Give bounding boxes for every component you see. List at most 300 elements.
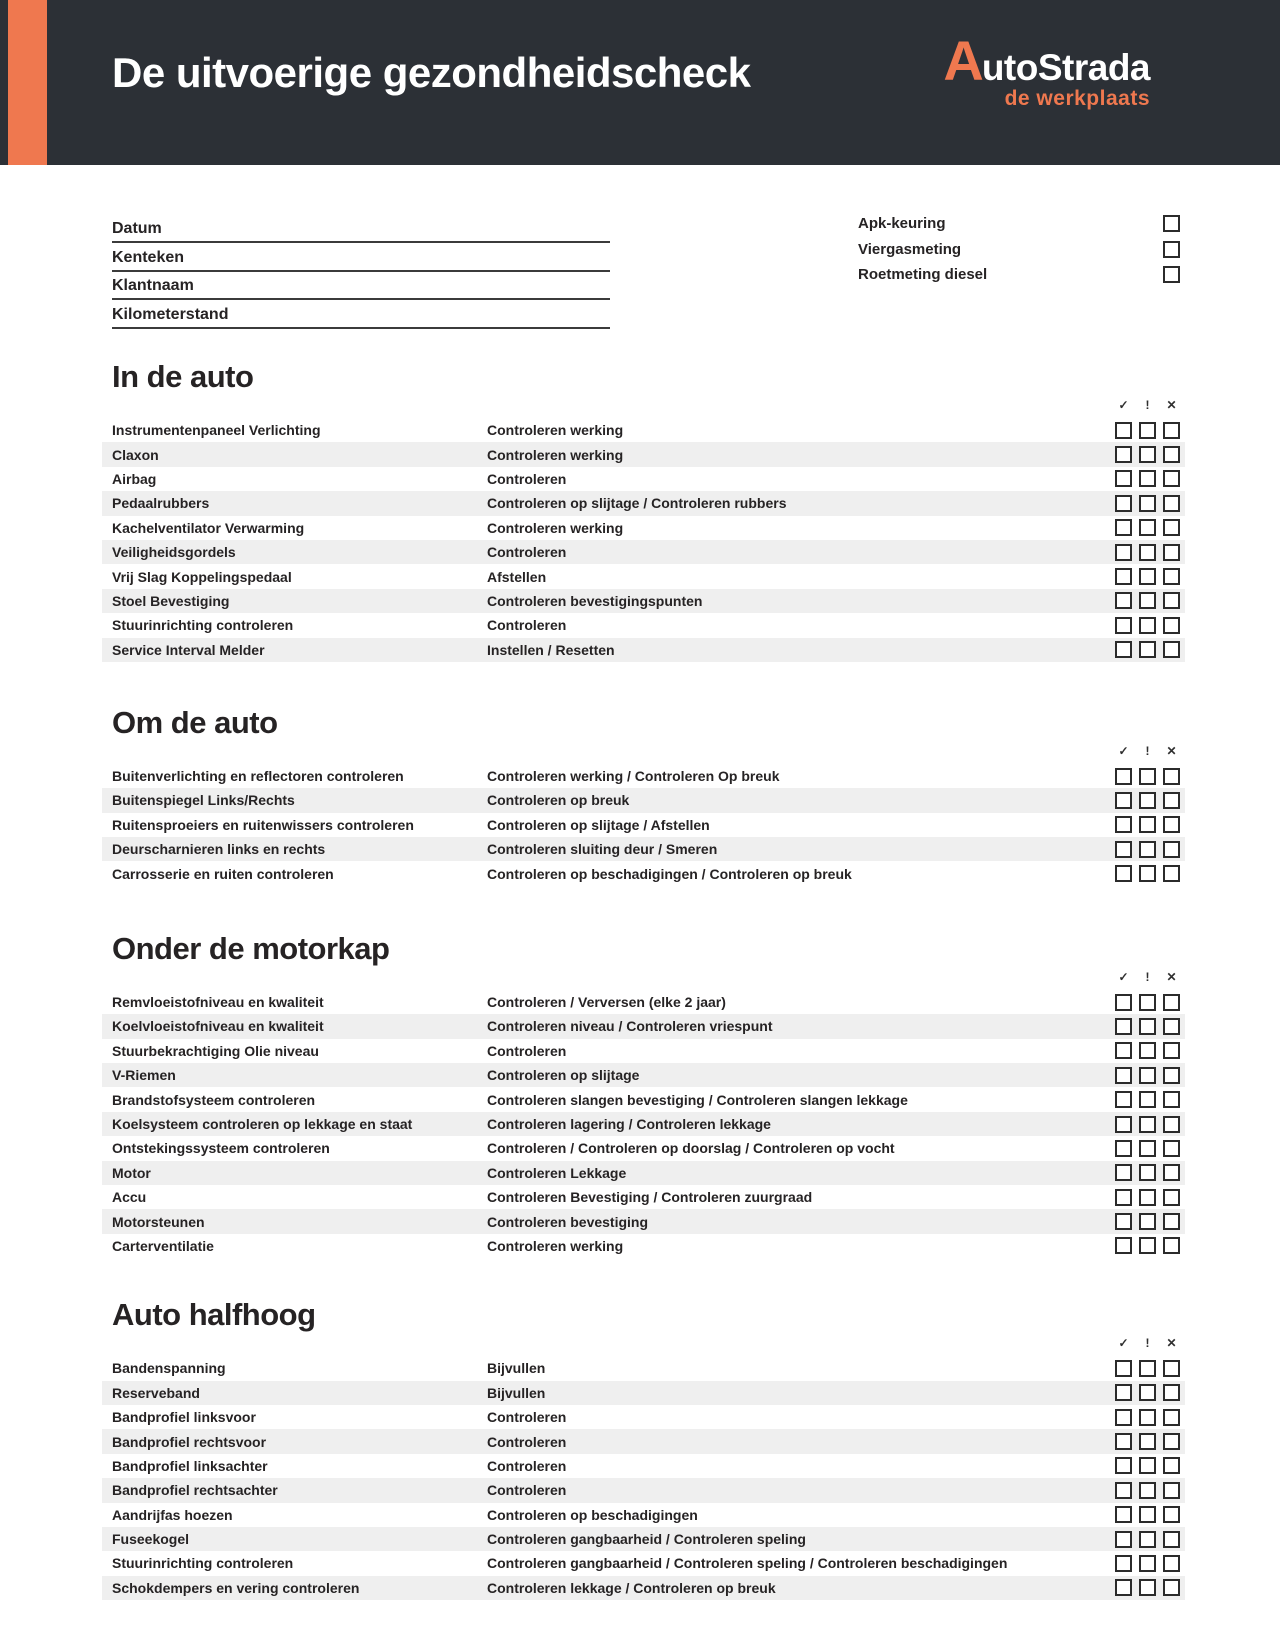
fail-checkbox[interactable] [1163, 422, 1180, 439]
row-item-label: Bandprofiel rechtsvoor [112, 1433, 267, 1450]
table-row [102, 467, 1185, 491]
table-row [102, 1063, 1185, 1087]
table-row [102, 540, 1185, 564]
row-item-label: Buitenspiegel Links/Rechts [112, 792, 295, 809]
fail-checkbox[interactable] [1163, 1482, 1180, 1499]
row-item-label: Carrosserie en ruiten controleren [112, 865, 334, 882]
ok-checkbox[interactable] [1115, 1360, 1132, 1377]
row-checkboxes [1115, 1091, 1180, 1108]
row-checkboxes [1115, 1555, 1180, 1572]
row-action-label: Controleren [487, 1409, 567, 1426]
fail-checkbox[interactable] [1163, 495, 1180, 512]
field-kenteken[interactable] [112, 243, 610, 271]
ok-checkbox[interactable] [1115, 792, 1132, 809]
row-action-label: Bijvullen [487, 1360, 546, 1377]
table-row [102, 638, 1185, 662]
fail-checkbox[interactable] [1163, 1116, 1180, 1133]
row-item-label: Carterventilatie [112, 1237, 214, 1254]
ok-checkbox[interactable] [1115, 865, 1132, 882]
fail-checkbox[interactable] [1163, 519, 1180, 536]
ok-checkbox[interactable] [1115, 1531, 1132, 1548]
ok-checkbox[interactable] [1115, 519, 1132, 536]
extra-check-label: Apk-keuring [858, 215, 946, 233]
row-item-label: Accu [112, 1189, 147, 1206]
fail-checkbox[interactable] [1163, 1531, 1180, 1548]
row-item-label: Schokdempers en vering controleren [112, 1579, 360, 1596]
row-checkboxes [1115, 495, 1180, 512]
row-action-label: Controleren bevestigingspunten [487, 592, 703, 609]
table-row [102, 1478, 1185, 1502]
section-auto-halfhoog [102, 1298, 1185, 1600]
table-row [102, 1136, 1185, 1160]
ok-checkbox[interactable] [1115, 1555, 1132, 1572]
warn-checkbox[interactable] [1139, 1433, 1156, 1450]
row-checkboxes [1115, 1457, 1180, 1474]
fail-checkbox[interactable] [1163, 617, 1180, 634]
table-row [102, 1527, 1185, 1551]
row-item-label: Stuurinrichting controleren [112, 1555, 294, 1572]
row-action-label: Controleren niveau / Controleren vriespunt [487, 1018, 773, 1035]
warn-checkbox[interactable] [1139, 592, 1156, 609]
table-row [102, 1381, 1185, 1405]
extra-check-label: Roetmeting diesel [858, 266, 988, 284]
ok-checkbox[interactable] [1115, 1506, 1132, 1523]
table-row [102, 589, 1185, 613]
check-icon: ✓ [1118, 1336, 1129, 1351]
document-header [0, 0, 1280, 165]
row-action-label: Controleren op slijtage / Controleren rubbers [487, 495, 787, 512]
table-row [102, 442, 1185, 466]
section-onder-de-motorkap [102, 932, 1185, 1258]
extra-check-label: Viergasmeting [858, 240, 962, 258]
section-title: Auto halfhoog [112, 1297, 316, 1333]
row-item-label: Claxon [112, 446, 159, 463]
row-action-label: Controleren sluiting deur / Smeren [487, 841, 718, 858]
fail-checkbox[interactable] [1163, 792, 1180, 809]
row-action-label: Afstellen [487, 568, 547, 585]
ok-checkbox[interactable] [1115, 1067, 1132, 1084]
fail-checkbox[interactable] [1163, 865, 1180, 882]
row-checkboxes [1115, 1189, 1180, 1206]
row-checkboxes [1115, 1164, 1180, 1181]
warn-checkbox[interactable] [1139, 792, 1156, 809]
warn-checkbox[interactable] [1139, 994, 1156, 1011]
warn-checkbox[interactable] [1139, 495, 1156, 512]
table-row [102, 990, 1185, 1014]
fail-checkbox[interactable] [1163, 1384, 1180, 1401]
row-item-label: Veiligheidsgordels [112, 544, 236, 561]
section-rows [102, 990, 1185, 1258]
exclamation-icon: ! [1145, 969, 1150, 984]
table-row [102, 516, 1185, 540]
ok-checkbox[interactable] [1115, 994, 1132, 1011]
row-checkboxes [1115, 470, 1180, 487]
table-row [102, 564, 1185, 588]
logo-text: utoStrada [981, 47, 1150, 88]
logo-subtitle: de werkplaats [1004, 87, 1150, 111]
ok-checkbox[interactable] [1115, 1189, 1132, 1206]
fail-checkbox[interactable] [1163, 1067, 1180, 1084]
table-row [102, 1039, 1185, 1063]
warn-checkbox[interactable] [1139, 1067, 1156, 1084]
extra-check-viergasmeting [858, 237, 1180, 263]
table-row [102, 861, 1185, 885]
warn-checkbox[interactable] [1139, 568, 1156, 585]
row-action-label: Controleren [487, 1042, 567, 1059]
field-klantnaam[interactable] [112, 272, 610, 300]
warn-checkbox[interactable] [1139, 1579, 1156, 1596]
fail-checkbox[interactable] [1163, 1189, 1180, 1206]
ok-checkbox[interactable] [1115, 841, 1132, 858]
ok-checkbox[interactable] [1115, 422, 1132, 439]
sections-container [0, 360, 1280, 1600]
row-item-label: Koelsysteem controleren op lekkage en staat [112, 1116, 413, 1132]
fail-checkbox[interactable] [1163, 1409, 1180, 1426]
row-item-label: Bandprofiel linksvoor [112, 1409, 256, 1426]
row-checkboxes [1115, 1042, 1180, 1059]
row-checkboxes [1115, 592, 1180, 609]
status-column-icons [102, 744, 1185, 758]
row-checkboxes [1115, 841, 1180, 858]
row-item-label: Buitenverlichting en reflectoren controleren [112, 768, 404, 785]
warn-checkbox[interactable] [1139, 1164, 1156, 1181]
row-item-label: Pedaalrubbers [112, 495, 210, 512]
fail-checkbox[interactable] [1163, 1042, 1180, 1059]
table-row [102, 764, 1185, 788]
row-item-label: Service Interval Melder [112, 641, 265, 658]
row-item-label: Ontstekingssysteem controleren [112, 1140, 330, 1157]
ok-checkbox[interactable] [1115, 617, 1132, 634]
warn-checkbox[interactable] [1139, 1116, 1156, 1133]
row-checkboxes [1115, 1531, 1180, 1548]
row-checkboxes [1115, 1213, 1180, 1230]
row-item-label: Bandprofiel linksachter [112, 1457, 268, 1474]
table-row [102, 788, 1185, 812]
row-checkboxes [1115, 792, 1180, 809]
field-label: Kilometerstand [112, 305, 229, 323]
field-label: Kenteken [112, 248, 185, 266]
ok-checkbox[interactable] [1115, 768, 1132, 785]
row-action-label: Controleren slangen bevestiging / Controleren slangen lekkage [487, 1091, 908, 1108]
autostrada-logo [943, 29, 1150, 111]
ok-checkbox[interactable] [1115, 641, 1132, 658]
row-item-label: Stuurbekrachtiging Olie niveau [112, 1042, 319, 1059]
row-item-label: Koelvloeistofniveau en kwaliteit [112, 1018, 324, 1035]
table-row [102, 1405, 1185, 1429]
row-action-label: Controleren op beschadigingen [487, 1506, 698, 1523]
row-action-label: Controleren werking / Controleren Op breuk [487, 768, 780, 785]
section-title: In de auto [112, 359, 254, 394]
warn-checkbox[interactable] [1139, 1360, 1156, 1377]
row-action-label: Controleren lagering / Controleren lekkage [487, 1116, 771, 1132]
ok-checkbox[interactable] [1115, 446, 1132, 463]
field-datum[interactable] [112, 215, 610, 243]
row-action-label: Controleren [487, 617, 567, 634]
row-checkboxes [1115, 1409, 1180, 1426]
row-checkboxes [1115, 1116, 1180, 1133]
section-om-de-auto [102, 706, 1185, 886]
row-item-label: Airbag [112, 470, 157, 487]
warn-checkbox[interactable] [1139, 1042, 1156, 1059]
ok-checkbox[interactable] [1115, 1384, 1132, 1401]
table-row [102, 1454, 1185, 1478]
row-action-label: Controleren werking [487, 1237, 624, 1254]
table-row [102, 1112, 1185, 1136]
fail-checkbox[interactable] [1163, 544, 1180, 561]
warn-checkbox[interactable] [1139, 1506, 1156, 1523]
fail-checkbox[interactable] [1163, 1237, 1180, 1254]
row-item-label: Fuseekogel [112, 1531, 190, 1548]
table-row [102, 813, 1185, 837]
warn-checkbox[interactable] [1139, 1482, 1156, 1499]
ok-checkbox[interactable] [1115, 1482, 1132, 1499]
fail-checkbox[interactable] [1163, 568, 1180, 585]
table-row [102, 1209, 1185, 1233]
cross-icon: ✕ [1166, 969, 1177, 984]
row-item-label: Instrumentenpaneel Verlichting [112, 422, 321, 439]
row-checkboxes [1115, 617, 1180, 634]
field-kilometerstand[interactable] [112, 300, 610, 328]
table-row [102, 837, 1185, 861]
cross-icon: ✕ [1166, 398, 1177, 412]
logo-accent-letter: A [943, 29, 982, 92]
form-area [0, 165, 1280, 360]
row-action-label: Controleren / Verversen (elke 2 jaar) [487, 994, 726, 1011]
row-item-label: Aandrijfas hoezen [112, 1506, 233, 1523]
row-item-label: Stuurinrichting controleren [112, 617, 294, 634]
table-row [102, 1185, 1185, 1209]
fail-checkbox[interactable] [1163, 841, 1180, 858]
fail-checkbox[interactable] [1163, 1360, 1180, 1377]
accent-bar [8, 0, 47, 165]
row-action-label: Controleren op slijtage / Afstellen [487, 816, 710, 833]
row-action-label: Controleren bevestiging [487, 1213, 649, 1230]
row-checkboxes [1115, 1067, 1180, 1084]
section-rows [102, 764, 1185, 886]
row-action-label: Controleren gangbaarheid / Controleren speling / Controleren beschadigingen [487, 1555, 1008, 1572]
field-label: Datum [112, 220, 162, 238]
row-checkboxes [1115, 768, 1180, 785]
ok-checkbox[interactable] [1115, 1409, 1132, 1426]
warn-checkbox[interactable] [1139, 1213, 1156, 1230]
apk-keuring-checkbox[interactable] [1163, 215, 1180, 232]
row-checkboxes [1115, 1482, 1180, 1499]
row-checkboxes [1115, 422, 1180, 439]
row-action-label: Controleren lekkage / Controleren op breuk [487, 1579, 776, 1596]
fail-checkbox[interactable] [1163, 994, 1180, 1011]
warn-checkbox[interactable] [1139, 1531, 1156, 1548]
ok-checkbox[interactable] [1115, 470, 1132, 487]
ok-checkbox[interactable] [1115, 1116, 1132, 1133]
ok-checkbox[interactable] [1115, 1457, 1132, 1474]
row-action-label: Controleren op slijtage [487, 1067, 640, 1084]
ok-checkbox[interactable] [1115, 1433, 1132, 1450]
table-row [102, 1161, 1185, 1185]
fail-checkbox[interactable] [1163, 1091, 1180, 1108]
row-item-label: Bandprofiel rechtsachter [112, 1482, 278, 1499]
fail-checkbox[interactable] [1163, 1433, 1180, 1450]
fail-checkbox[interactable] [1163, 592, 1180, 609]
row-action-label: Controleren gangbaarheid / Controleren speling [487, 1531, 806, 1548]
ok-checkbox[interactable] [1115, 1213, 1132, 1230]
warn-checkbox[interactable] [1139, 1409, 1156, 1426]
fail-checkbox[interactable] [1163, 470, 1180, 487]
exclamation-icon: ! [1145, 743, 1150, 758]
exclamation-icon: ! [1145, 398, 1150, 412]
status-column-icons [102, 398, 1185, 412]
row-action-label: Controleren op breuk [487, 792, 630, 809]
row-action-label: Controleren werking [487, 446, 624, 463]
viergasmeting-checkbox[interactable] [1163, 241, 1180, 258]
fail-checkbox[interactable] [1163, 1018, 1180, 1035]
row-action-label: Controleren Lekkage [487, 1164, 627, 1181]
ok-checkbox[interactable] [1115, 816, 1132, 833]
ok-checkbox[interactable] [1115, 1140, 1132, 1157]
row-action-label: Controleren [487, 1433, 567, 1450]
row-item-label: V-Riemen [112, 1067, 176, 1084]
warn-checkbox[interactable] [1139, 446, 1156, 463]
ok-checkbox[interactable] [1115, 1164, 1132, 1181]
row-item-label: Vrij Slag Koppelingspedaal [112, 568, 292, 585]
row-action-label: Controleren / Controleren op doorslag / Controleren op vocht [487, 1140, 895, 1157]
extra-checks [858, 211, 1180, 288]
fail-checkbox[interactable] [1163, 641, 1180, 658]
field-label: Klantnaam [112, 277, 194, 295]
warn-checkbox[interactable] [1139, 816, 1156, 833]
exclamation-icon: ! [1145, 1336, 1150, 1351]
warn-checkbox[interactable] [1139, 768, 1156, 785]
table-row [102, 1234, 1185, 1258]
ok-checkbox[interactable] [1115, 1042, 1132, 1059]
warn-checkbox[interactable] [1139, 470, 1156, 487]
table-row [102, 491, 1185, 515]
section-title: Om de auto [112, 704, 278, 740]
fail-checkbox[interactable] [1163, 1140, 1180, 1157]
ok-checkbox[interactable] [1115, 1579, 1132, 1596]
ok-checkbox[interactable] [1115, 1237, 1132, 1254]
ok-checkbox[interactable] [1115, 592, 1132, 609]
row-item-label: Remvloeistofniveau en kwaliteit [112, 994, 324, 1011]
warn-checkbox[interactable] [1139, 1237, 1156, 1254]
row-checkboxes [1115, 1018, 1180, 1035]
row-checkboxes [1115, 1360, 1180, 1377]
row-action-label: Controleren Bevestiging / Controleren zuurgraad [487, 1189, 813, 1206]
status-column-icons [102, 1336, 1185, 1350]
table-row [102, 1551, 1185, 1575]
row-item-label: Brandstofsysteem controleren [112, 1091, 316, 1108]
fail-checkbox[interactable] [1163, 768, 1180, 785]
section-title: Onder de motorkap [112, 930, 390, 966]
row-item-label: Ruitensproeiers en ruitenwissers controleren [112, 816, 414, 833]
section-rows [102, 1356, 1185, 1600]
row-checkboxes [1115, 446, 1180, 463]
fail-checkbox[interactable] [1163, 1213, 1180, 1230]
warn-checkbox[interactable] [1139, 1018, 1156, 1035]
ok-checkbox[interactable] [1115, 568, 1132, 585]
row-checkboxes [1115, 544, 1180, 561]
row-checkboxes [1115, 994, 1180, 1011]
warn-checkbox[interactable] [1139, 1457, 1156, 1474]
row-checkboxes [1115, 816, 1180, 833]
fail-checkbox[interactable] [1163, 816, 1180, 833]
row-checkboxes [1115, 1506, 1180, 1523]
table-row [102, 1503, 1185, 1527]
row-item-label: Reserveband [112, 1384, 200, 1401]
row-action-label: Controleren [487, 544, 567, 561]
fail-checkbox[interactable] [1163, 1506, 1180, 1523]
row-action-label: Controleren [487, 1482, 567, 1499]
warn-checkbox[interactable] [1139, 1189, 1156, 1206]
row-action-label: Controleren werking [487, 422, 624, 439]
check-icon: ✓ [1118, 969, 1129, 984]
row-checkboxes [1115, 1384, 1180, 1401]
warn-checkbox[interactable] [1139, 1140, 1156, 1157]
roetmeting-diesel-checkbox[interactable] [1163, 266, 1180, 283]
logo-wordmark [943, 29, 1150, 92]
check-icon: ✓ [1118, 743, 1129, 758]
fail-checkbox[interactable] [1163, 1579, 1180, 1596]
table-row [102, 1087, 1185, 1111]
ok-checkbox[interactable] [1115, 495, 1132, 512]
fail-checkbox[interactable] [1163, 1164, 1180, 1181]
warn-checkbox[interactable] [1139, 865, 1156, 882]
table-row [102, 1429, 1185, 1453]
row-action-label: Instellen / Resetten [487, 641, 615, 658]
row-checkboxes [1115, 865, 1180, 882]
cross-icon: ✕ [1166, 743, 1177, 758]
row-checkboxes [1115, 1237, 1180, 1254]
cross-icon: ✕ [1166, 1336, 1177, 1351]
row-checkboxes [1115, 519, 1180, 536]
table-row [102, 1576, 1185, 1600]
page-title: De uitvoerige gezondheidscheck [112, 49, 751, 96]
row-item-label: Kachelventilator Verwarming [112, 519, 305, 536]
row-checkboxes [1115, 568, 1180, 585]
row-item-label: Motorsteunen [112, 1213, 205, 1230]
row-action-label: Bijvullen [487, 1384, 546, 1401]
extra-check-apk-keuring [858, 211, 1180, 237]
ok-checkbox[interactable] [1115, 1018, 1132, 1035]
row-checkboxes [1115, 1140, 1180, 1157]
warn-checkbox[interactable] [1139, 519, 1156, 536]
warn-checkbox[interactable] [1139, 422, 1156, 439]
warn-checkbox[interactable] [1139, 1555, 1156, 1572]
row-action-label: Controleren werking [487, 519, 624, 536]
row-action-label: Controleren [487, 470, 567, 487]
fail-checkbox[interactable] [1163, 1457, 1180, 1474]
warn-checkbox[interactable] [1139, 1091, 1156, 1108]
warn-checkbox[interactable] [1139, 1384, 1156, 1401]
check-icon: ✓ [1118, 398, 1129, 412]
row-checkboxes [1115, 641, 1180, 658]
warn-checkbox[interactable] [1139, 641, 1156, 658]
section-in-de-auto [102, 360, 1185, 662]
fail-checkbox[interactable] [1163, 446, 1180, 463]
fail-checkbox[interactable] [1163, 1555, 1180, 1572]
warn-checkbox[interactable] [1139, 841, 1156, 858]
row-action-label: Controleren [487, 1457, 567, 1474]
ok-checkbox[interactable] [1115, 544, 1132, 561]
ok-checkbox[interactable] [1115, 1091, 1132, 1108]
status-column-icons [102, 970, 1185, 984]
warn-checkbox[interactable] [1139, 617, 1156, 634]
table-row [102, 1014, 1185, 1038]
row-item-label: Motor [112, 1164, 151, 1181]
table-row [102, 1356, 1185, 1380]
form-fields [112, 215, 610, 329]
row-item-label: Deurscharnieren links en rechts [112, 841, 326, 858]
warn-checkbox[interactable] [1139, 544, 1156, 561]
